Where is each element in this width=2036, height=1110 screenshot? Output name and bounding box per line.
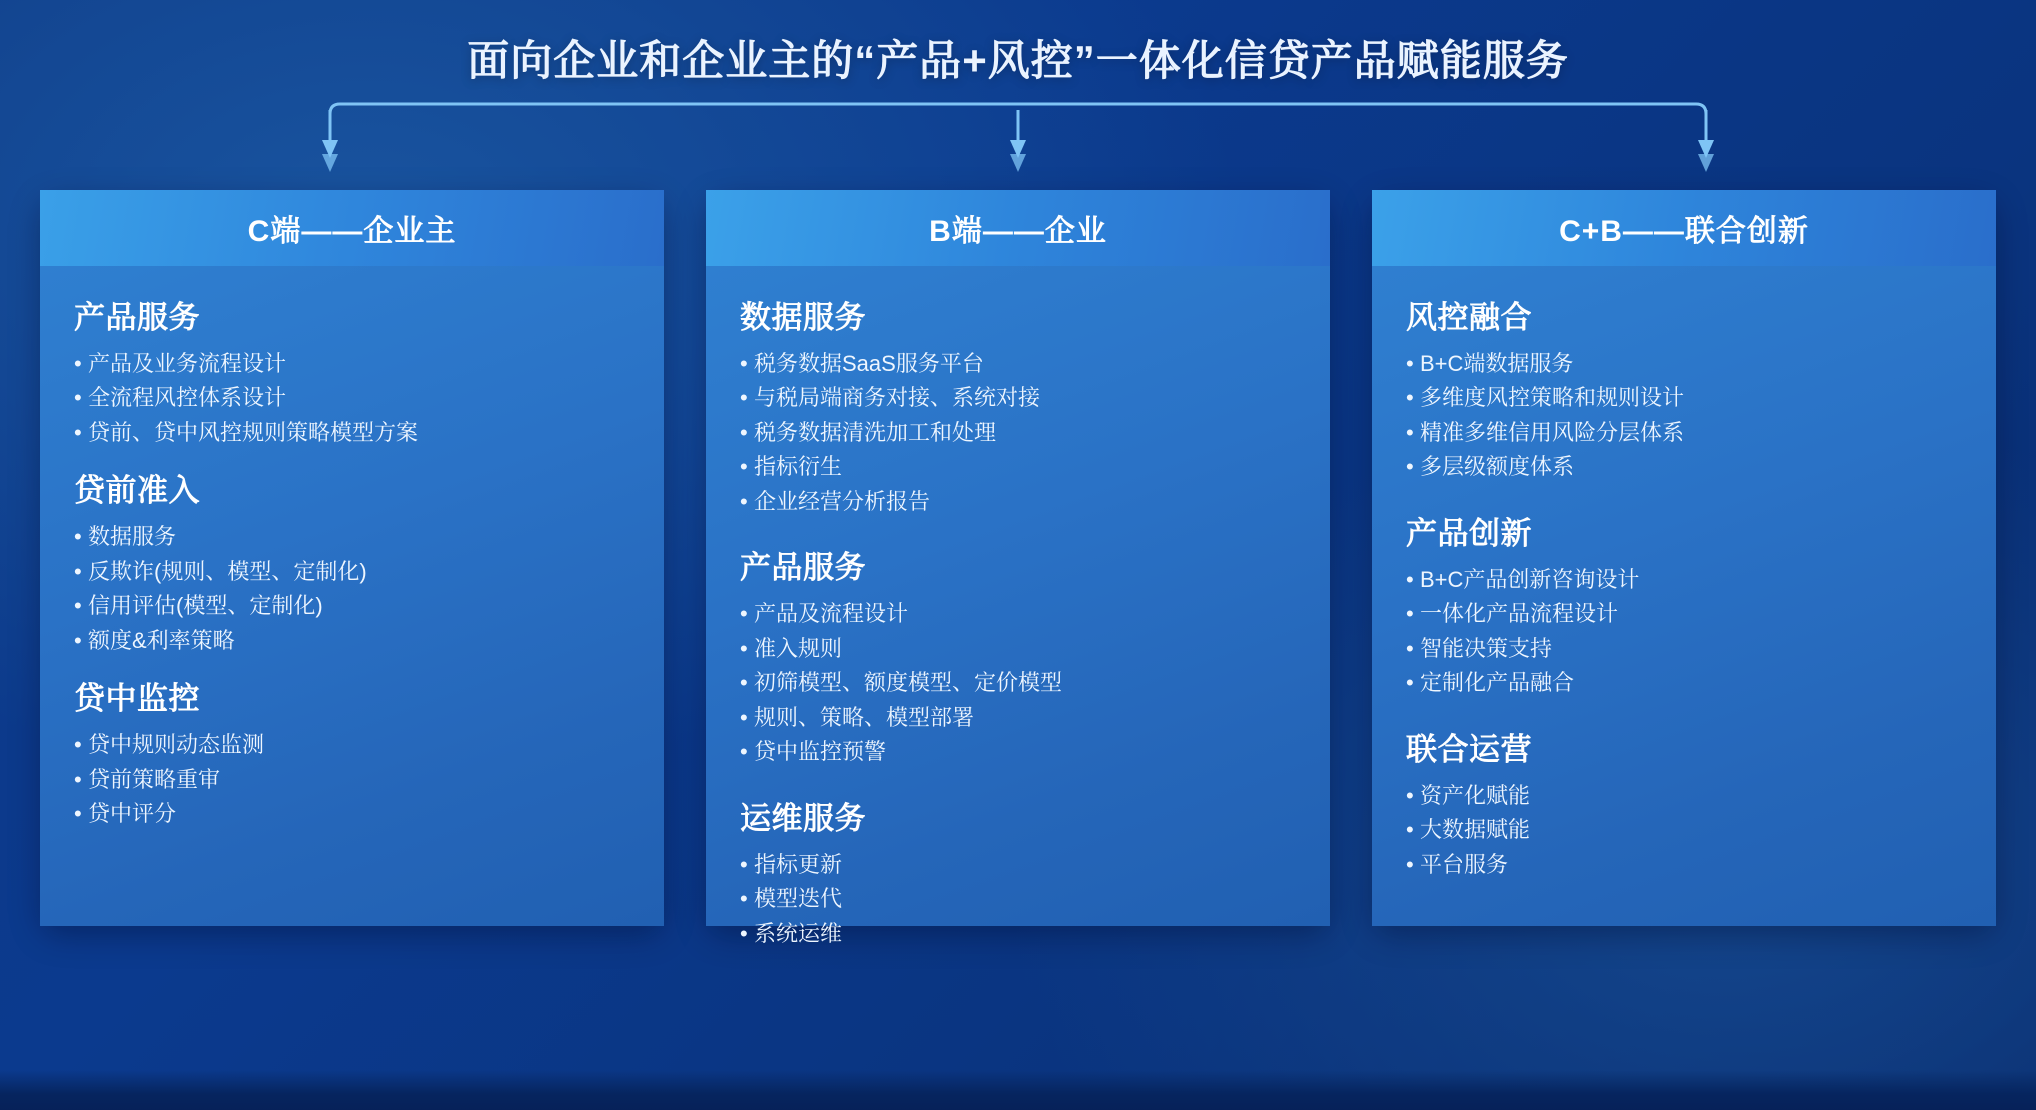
card-body-cb [1372, 266, 1996, 926]
list-item: • B+C产品创新咨询设计 [1406, 565, 1962, 594]
group-title: 产品服务 [74, 300, 200, 335]
group-joint-operation [1406, 724, 1962, 879]
list-item: • 大数据赋能 [1406, 815, 1962, 844]
list-item: • 税务数据SaaS服务平台 [740, 349, 1296, 378]
bullet-list [74, 349, 630, 447]
list-item: • 产品及流程设计 [740, 599, 1296, 628]
list-item: • 一体化产品流程设计 [1406, 599, 1962, 628]
group-data-service [740, 292, 1296, 516]
list-item: • 指标衍生 [740, 452, 1296, 481]
bullet-list [1406, 781, 1962, 879]
bullet-list [740, 850, 1296, 948]
group-ops-service [740, 793, 1296, 948]
list-item: • 反欺诈(规则、模型、定制化) [74, 557, 630, 586]
group-title: 联合运营 [1406, 731, 1532, 767]
columns-container [40, 190, 1996, 946]
connector-bracket [0, 110, 2036, 200]
list-item: • 贷中监控预警 [740, 737, 1296, 766]
bullet-list [74, 730, 630, 828]
card-b-end [706, 190, 1330, 946]
bullet-list [1406, 565, 1962, 698]
group-title: 产品服务 [740, 550, 866, 586]
card-header-b-end: B端——企业 [706, 190, 1330, 266]
group-title: 产品创新 [1406, 515, 1532, 551]
list-item: • 定制化产品融合 [1406, 668, 1962, 697]
list-item: • 全流程风控体系设计 [74, 383, 630, 412]
list-item: • 多层级额度体系 [1406, 452, 1962, 481]
list-item: • 精准多维信用风险分层体系 [1406, 418, 1962, 447]
list-item: • 准入规则 [740, 634, 1296, 663]
list-item: • 指标更新 [740, 850, 1296, 879]
list-item: • 产品及业务流程设计 [74, 349, 630, 378]
bottom-strip [0, 1070, 2036, 1110]
card-header-cb: C+B——联合创新 [1372, 190, 1996, 266]
group-product-service [740, 542, 1296, 766]
list-item: • B+C端数据服务 [1406, 349, 1962, 378]
card-body-b-end [706, 266, 1330, 946]
list-item: • 贷中规则动态监测 [74, 730, 630, 759]
list-item: • 系统运维 [740, 919, 1296, 948]
list-item: • 智能决策支持 [1406, 634, 1962, 663]
card-cb-joint-innovation [1372, 190, 1996, 926]
list-item: • 税务数据清洗加工和处理 [740, 418, 1296, 447]
card-header-c-end: C端——企业主 [40, 190, 664, 266]
list-item: • 信用评估(模型、定制化) [74, 591, 630, 620]
group-product-innovation [1406, 508, 1962, 698]
list-item: • 资产化赋能 [1406, 781, 1962, 810]
bullet-list [74, 522, 630, 655]
list-item: • 贷前、贷中风控规则策略模型方案 [74, 418, 630, 447]
list-item: • 规则、策略、模型部署 [740, 703, 1296, 732]
group-title: 数据服务 [740, 300, 866, 335]
bullet-list [740, 349, 1296, 516]
list-item: • 初筛模型、额度模型、定价模型 [740, 668, 1296, 697]
group-risk-fusion [1406, 292, 1962, 482]
bullet-list [1406, 349, 1962, 482]
group-title: 贷中监控 [74, 681, 200, 717]
group-title: 运维服务 [740, 800, 866, 836]
list-item: • 数据服务 [74, 522, 630, 551]
list-item: • 模型迭代 [740, 884, 1296, 913]
list-item: • 额度&利率策略 [74, 626, 630, 655]
list-item: • 贷前策略重审 [74, 765, 630, 794]
card-c-end [40, 190, 664, 926]
page-title: 面向企业和企业主的“产品+风控”一体化信贷产品赋能服务 [467, 37, 1569, 84]
list-item: • 多维度风控策略和规则设计 [1406, 383, 1962, 412]
bullet-list [740, 599, 1296, 766]
list-item: • 企业经营分析报告 [740, 487, 1296, 516]
group-product-service [74, 292, 630, 447]
card-body-c-end [40, 266, 664, 926]
group-in-loan-monitoring [74, 673, 630, 828]
group-title: 风控融合 [1406, 300, 1532, 335]
group-title: 贷前准入 [74, 473, 200, 509]
list-item: • 贷中评分 [74, 799, 630, 828]
list-item: • 平台服务 [1406, 850, 1962, 879]
group-pre-loan-access [74, 465, 630, 655]
list-item: • 与税局端商务对接、系统对接 [740, 383, 1296, 412]
